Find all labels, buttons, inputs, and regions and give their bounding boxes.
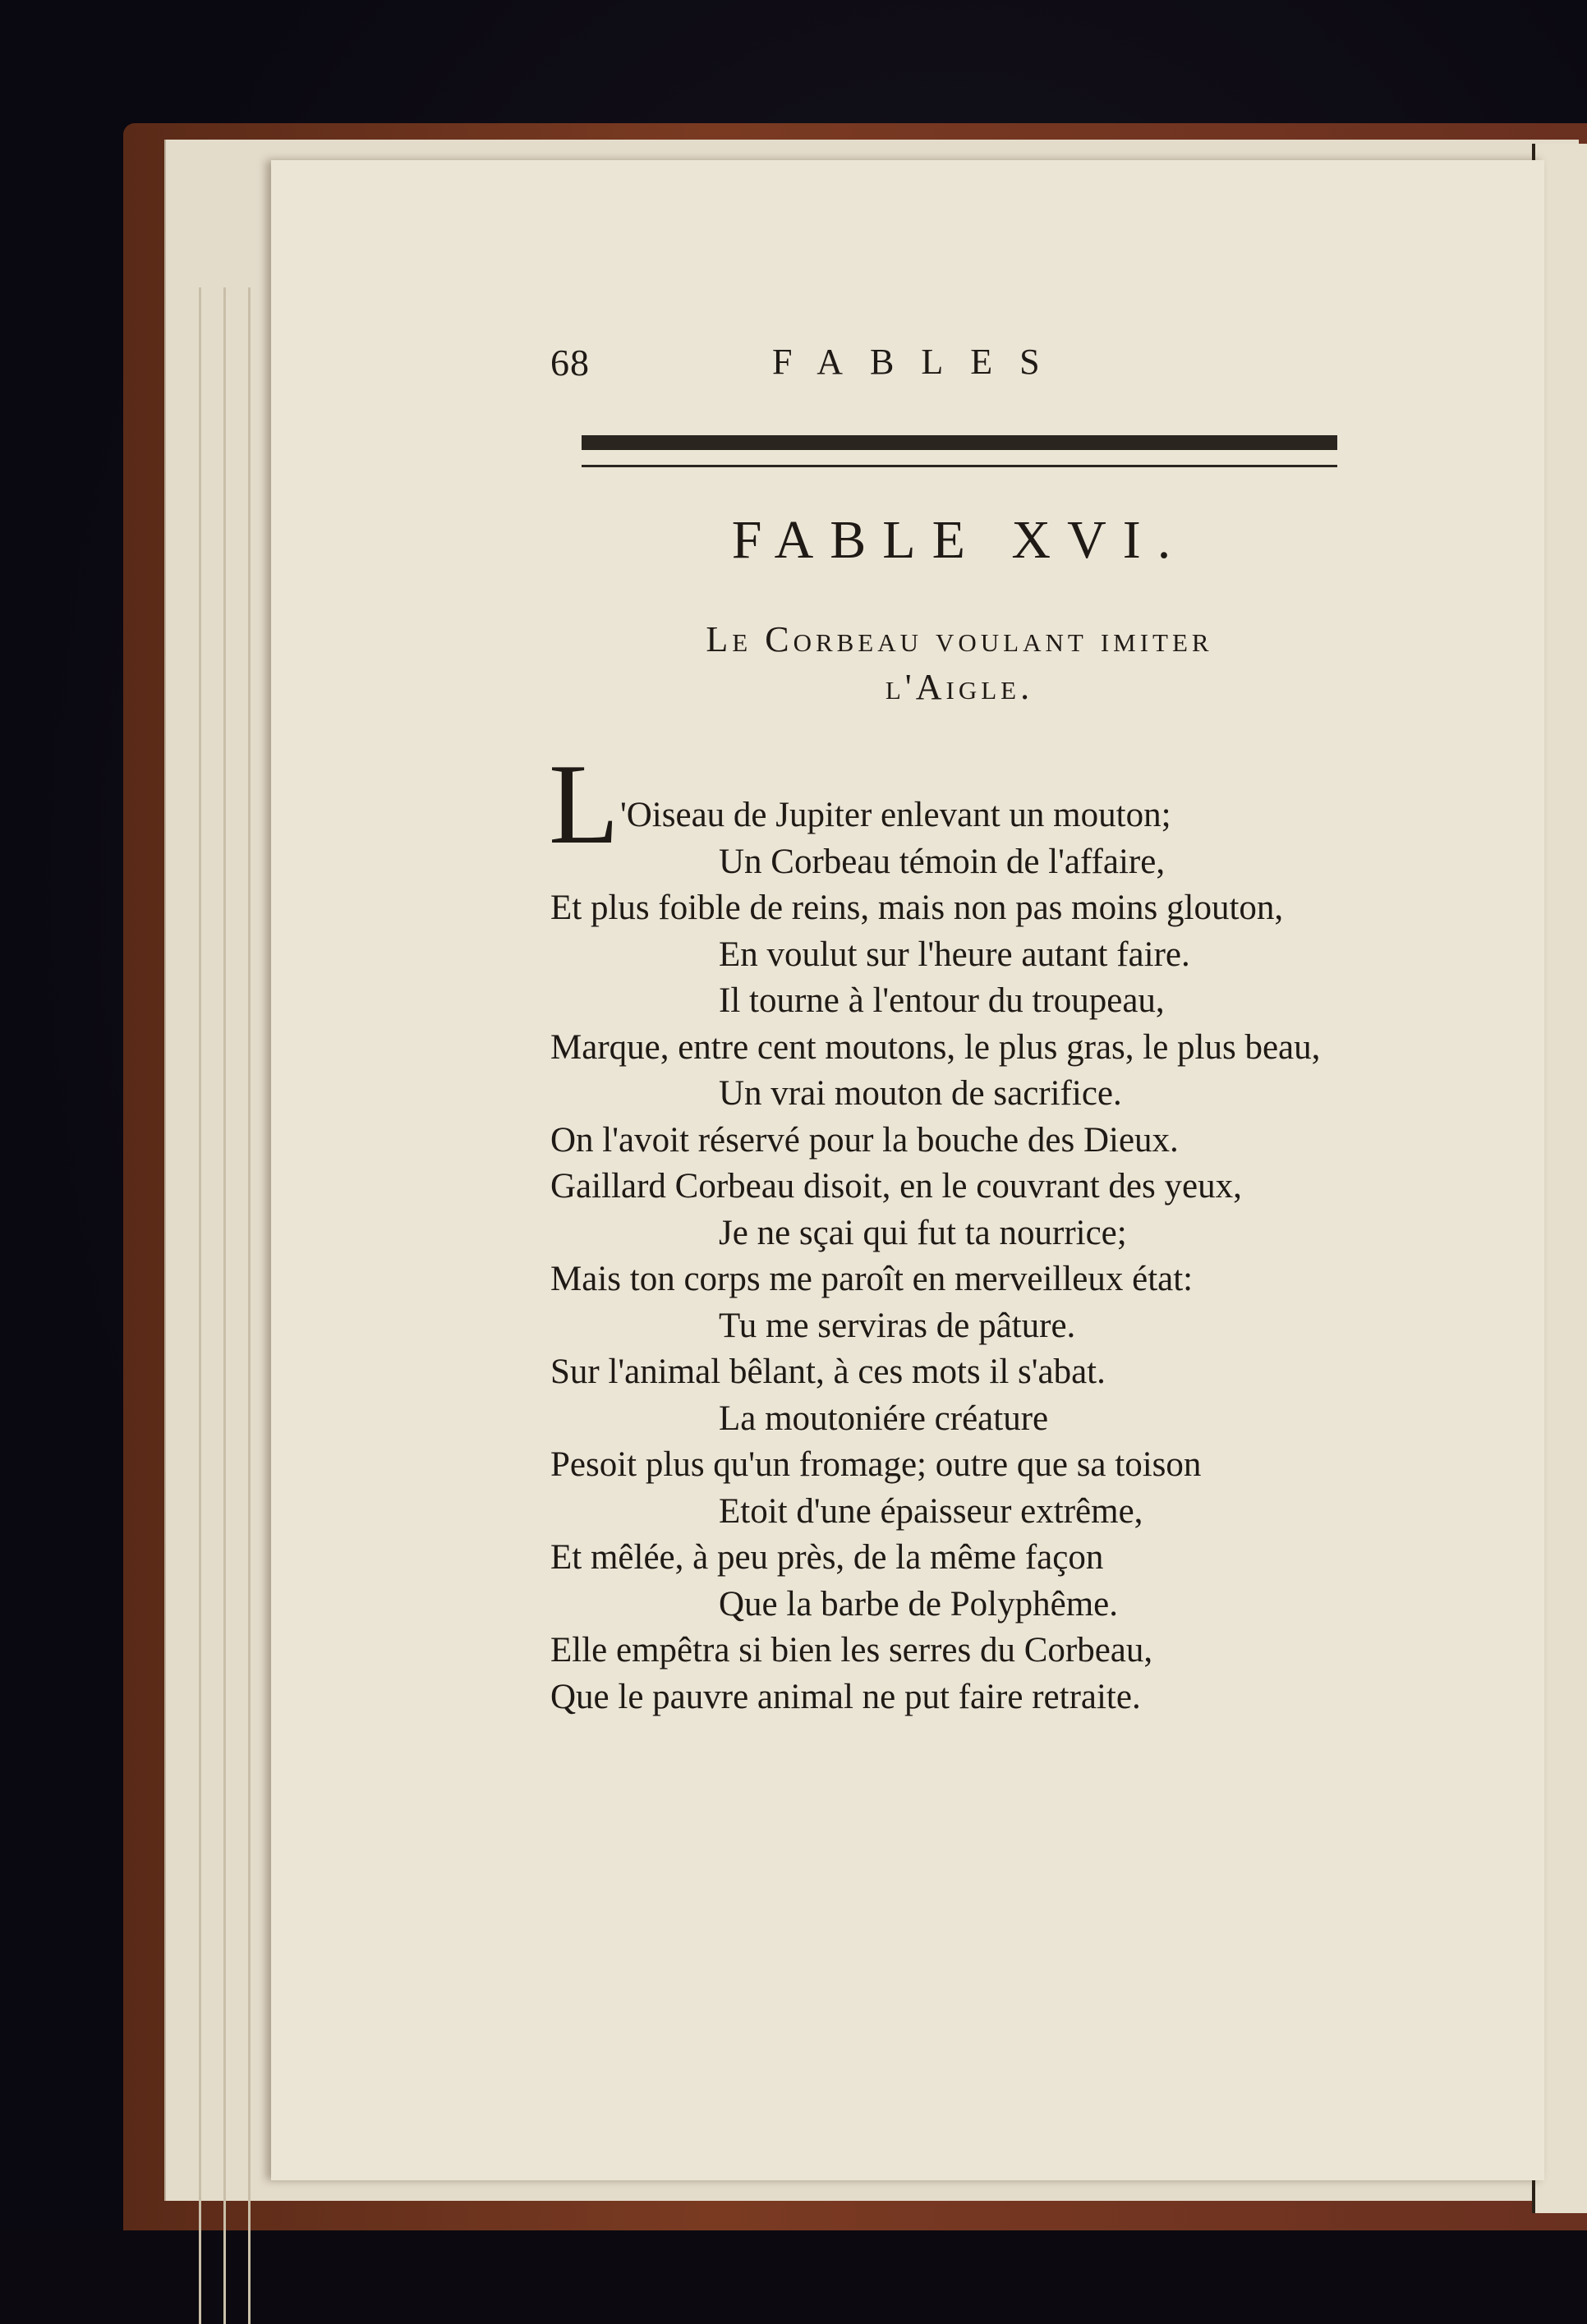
fable-title-line: Le Corbeau voulant imiter: [706, 619, 1213, 659]
poem-line: Mais ton corps me paroît en merveilleux état:: [550, 1260, 1194, 1298]
thin-rule: [582, 465, 1337, 467]
page-edge: [223, 287, 226, 2324]
poem-line: Je ne sçai qui fut ta nourrice;: [719, 1213, 1127, 1252]
poem-line: On l'avoit réservé pour la bouche des Dieux.: [550, 1120, 1179, 1160]
poem-line: Un vrai mouton de sacrifice.: [719, 1074, 1122, 1113]
poem-line: Un Corbeau témoin de l'affaire,: [719, 842, 1166, 881]
drop-cap: L: [549, 741, 619, 868]
poem-line: Pesoit plus qu'un fromage; outre que sa toison: [550, 1445, 1202, 1484]
ornamental-rule: [582, 435, 1337, 450]
page-header: [550, 341, 1355, 390]
running-title: FABLES: [772, 342, 1067, 382]
poem-line: 'Oiseau de Jupiter enlevant un mouton;: [620, 796, 1171, 834]
poem-line: Tu me serviras de pâture.: [719, 1306, 1076, 1345]
poem-line: Sur l'animal bêlant, à ces mots il s'abat.: [550, 1353, 1106, 1391]
page-edge: [248, 287, 251, 2324]
poem-line: Il tourne à l'entour du troupeau,: [719, 981, 1165, 1020]
fable-number: FABLE XVI.: [731, 510, 1188, 570]
poem-line: En voulut sur l'heure autant faire.: [719, 935, 1190, 974]
poem-line: Et mêlée, à peu près, de la même façon: [550, 1538, 1104, 1577]
poem-line: Que le pauvre animal ne put faire retraite.: [550, 1677, 1141, 1716]
page-number: 68: [550, 342, 590, 384]
page-edge: [199, 287, 201, 2324]
poem-line: Gaillard Corbeau disoit, en le couvrant des yeux,: [550, 1167, 1242, 1206]
poem-line: Et plus foible de reins, mais non pas moins glouton,: [550, 889, 1284, 927]
fable-title-line: l'Aigle.: [885, 667, 1034, 707]
poem-line: Que la barbe de Polyphême.: [719, 1584, 1118, 1624]
poem-line: Etoit d'une épaisseur extrême,: [719, 1491, 1143, 1531]
poem-line: Marque, entre cent moutons, le plus gras, le plus beau,: [550, 1027, 1321, 1067]
fable-title: [582, 616, 1337, 711]
poem-line: La moutoniére créature: [719, 1399, 1049, 1438]
poem-line: Elle empêtra si bien les serres du Corbeau,: [550, 1631, 1153, 1670]
